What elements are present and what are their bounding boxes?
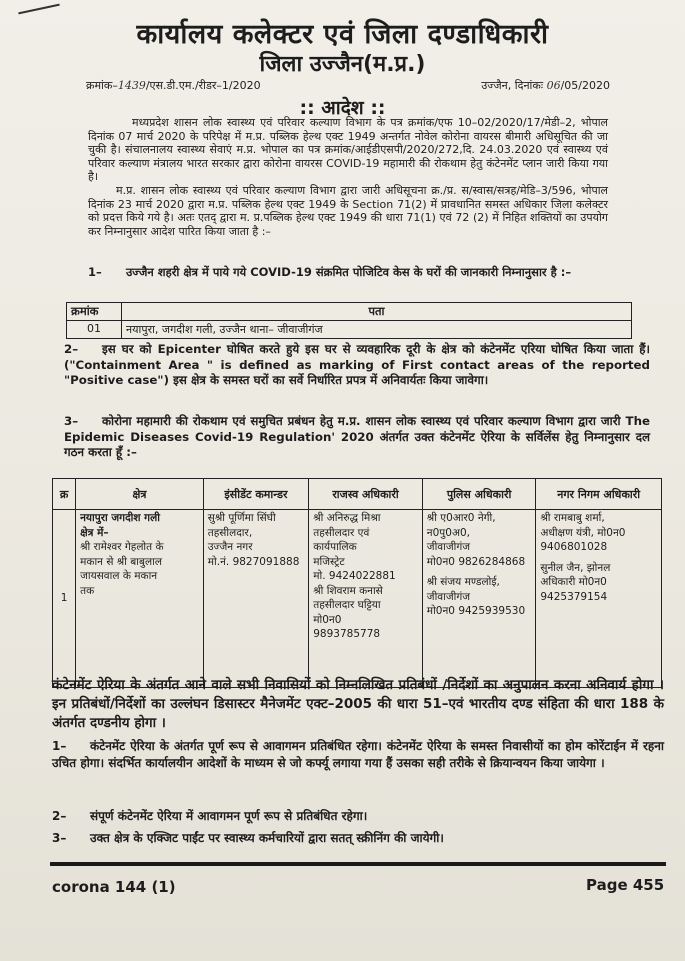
- item-3: 3– कोरोना महामारी की रोकथाम एवं समुचित प्रबंधन हेतु म.प्र. शासन लोक स्वास्थ्य एवं परिवार कल्याण विभाग द्वारा जारी The Epidemic Diseases Covid-19 Regulation' 2020 अंतर्गत उक्त कंटेनमेंट ऐरिया के सर्विलेंस हेतु निम्नानुसार दल गठन करता हूँ :–: [64, 414, 650, 459]
- header-cell: इंसीडेंट कमान्डर: [203, 479, 309, 510]
- team-table: [52, 478, 662, 688]
- handwritten-date: 06: [546, 79, 561, 92]
- item-1: 1– उज्जैन शहरी क्षेत्र में पाये गये COVID-19 संक्रमित पोजिटिव केस के घरों की जानकारी निम्नानुसार है :–: [88, 265, 572, 279]
- header-cell: क्षेत्र: [76, 479, 204, 510]
- area-cell: नयापुरा जगदीश गली क्षेत्र में– श्री रामेश्वर गेहलोत के मकान से श्री बाबुलाल जायसवाल के मकान तक: [76, 510, 204, 688]
- order-number: क्रमांक–1439/एस.डी.एम./रीडर–1/2020: [86, 79, 261, 92]
- restriction-3: 3– उक्त क्षेत्र के एक्जिट पाईंट पर स्वास्थ्य कर्मचारियों द्वारा सतत् स्क्रीनिंग की जायेगी।: [52, 831, 444, 845]
- address-table: [66, 302, 632, 339]
- restriction-paragraph: कंटेनमेंट ऐरिया के अंतर्गत आने वाले सभी निवासियों को निम्नलिखित प्रतिबंधों /निर्देशों का अनुपालन करना अनिवार्य होगा । इन प्रतिबंधों/निर्देशों का उल्लंघन डिसास्टर मैनेजमेंट एक्ट–2005 की धारा 51–एवं भारतीय दण्ड संहिता की धारा 188 के अंतर्गत दण्डनीय होगा ।: [52, 677, 664, 731]
- handwritten-number: 1439: [117, 79, 146, 92]
- table-cell: 01: [67, 321, 122, 339]
- order-date: उज्जैन, दिनांकः 06/05/2020: [481, 79, 610, 92]
- header-cell: नगर निगम अधिकारी: [536, 479, 662, 510]
- office-title: कार्यालय कलेक्टर एवं जिला दण्डाधिकारी: [136, 19, 549, 50]
- commander-cell: सुश्री पूर्णिमा सिंघी तहसीलदार, उज्जैन नगर मो.नं. 9827091888: [203, 510, 309, 688]
- serial-cell: 1: [53, 510, 76, 688]
- police-officer-cell: श्री ए0आर0 नेगी, न0पु0अ0, जीवाजीगंज मो0न0 9826284868 श्री संजय मण्डलोई, जीवाजीगंज मो0न0 9425939530: [422, 510, 536, 688]
- municipal-officer-cell: श्री रामबाबु शर्मा, अधीक्षण यंत्री, मो0न0 9406801028 सुनील जैन, झोनल अधिकारी मो0न0 9425379154: [536, 510, 662, 688]
- page-number: Page 455: [586, 876, 665, 894]
- item-2: 2– इस घर को Epicenter घोषित करते हुये इस घर से व्यवहारिक दूरी के क्षेत्र को कंटेनमेंट एरिया घोषित किया जाता हैं। ("Containment Area " is defined as marking of First contact areas of the reported "Positive case") इस क्षेत्र के समस्त घरों का सर्वे निर्धारित प्रपत्र में अनिवार्यतः किया जावेगा।: [64, 342, 650, 387]
- reference-line: [86, 78, 610, 93]
- order-heading: :: आदेश ::: [299, 97, 386, 119]
- header-cell: राजस्व अधिकारी: [309, 479, 423, 510]
- header-cell: क्र: [53, 479, 76, 510]
- footer-rule: [50, 862, 666, 866]
- header-cell: पुलिस अधिकारी: [422, 479, 536, 510]
- pen-mark: [18, 4, 59, 15]
- table-cell: नयापुरा, जगदीश गली, उज्जैन थाना– जीवाजीगंज: [122, 321, 632, 339]
- paragraph-2: म.प्र. शासन लोक स्वास्थ्य एवं परिवार कल्याण विभाग द्वारा जारी अधिसूचना क्र./प्र. स/स्वास/सत्रह/मेडि–3/596, भोपाल दिनांक 23 मार्च 2020 द्वारा म.प्र. पब्लिक हेल्थ एक्ट 1949 के Section 71(2) में प्रावधानित समस्त अधिकार जिला कलेक्टर को प्रदत्त किये गये है। अतः एतद् द्वारा म. प्र.पब्लिक हेल्थ एक्ट 1949 की धारा 71(1) एवं 72 (2) में निहित शक्तियों का उपयोग कर निम्नानुसार आदेश पारित किया जाता है :–: [88, 184, 608, 238]
- restriction-2: 2– संपूर्ण कंटेनमेंट ऐरिया में आवागमन पूर्ण रूप से प्रतिबंधित रहेगा।: [52, 809, 368, 823]
- header-cell: पता: [122, 303, 632, 321]
- table-row: [53, 510, 662, 688]
- revenue-officer-cell: श्री अनिरुद्ध मिश्रा तहसीलदार एवं कार्यपालिक मजिस्ट्रेट मो. 9424022881 श्री शिवराम कनासे तहसीलदार घट्टिया मो0न0 9893785778: [309, 510, 423, 688]
- footer-label: corona 144 (1): [52, 878, 176, 896]
- restriction-1: 1– कंटेनमेंट ऐरिया के अंतर्गत पूर्ण रूप से आवागमन प्रतिबंधित रहेगा। कंटेनमेंट ऐरिया के समस्त निवासीयों का होम कोरेंटाईन में रहना उचित होगा। संदर्भित कार्यालयीन आदेशों के माध्यम से जो कर्फ्यू लगाया गया हैं उसका सही तरीके से क्रियान्वयन किया जायेगा ।: [52, 739, 664, 770]
- header-cell: क्रमांक: [67, 303, 122, 321]
- table-row: [67, 321, 632, 339]
- table-header-row: [67, 303, 632, 321]
- office-subtitle: जिला उज्जैन(म.प्र.): [259, 52, 426, 77]
- table-header-row: [53, 479, 662, 510]
- paragraph-1: मध्यप्रदेश शासन लोक स्वास्थ्य एवं परिवार कल्याण विभाग के पत्र क्रमांक/एफ 10–02/2020/17/मेडी–2, भोपाल दिनांक 07 मार्च 2020 के परिपेक्ष में म.प्र. पब्लिक हेल्थ एक्ट 1949 अन्तर्गत नोवेल कोरोना वायरस बीमारी अधिसूचित की जा चुकी है। संचालनालय स्वास्थ्य सेवाएं म.प्र. भोपाल का पत्र क्रमांक/आईडीएसपी/2020/272,दि. 24.03.2020 एवं स्वास्थ्य एवं परिवार कल्याण मंत्रालय भारत सरकार द्वारा कोरोना वायरस COVID-19 महामारी की रोकथाम हेतु कंटेनमेंट प्लान जारी किया गया है।: [88, 116, 608, 184]
